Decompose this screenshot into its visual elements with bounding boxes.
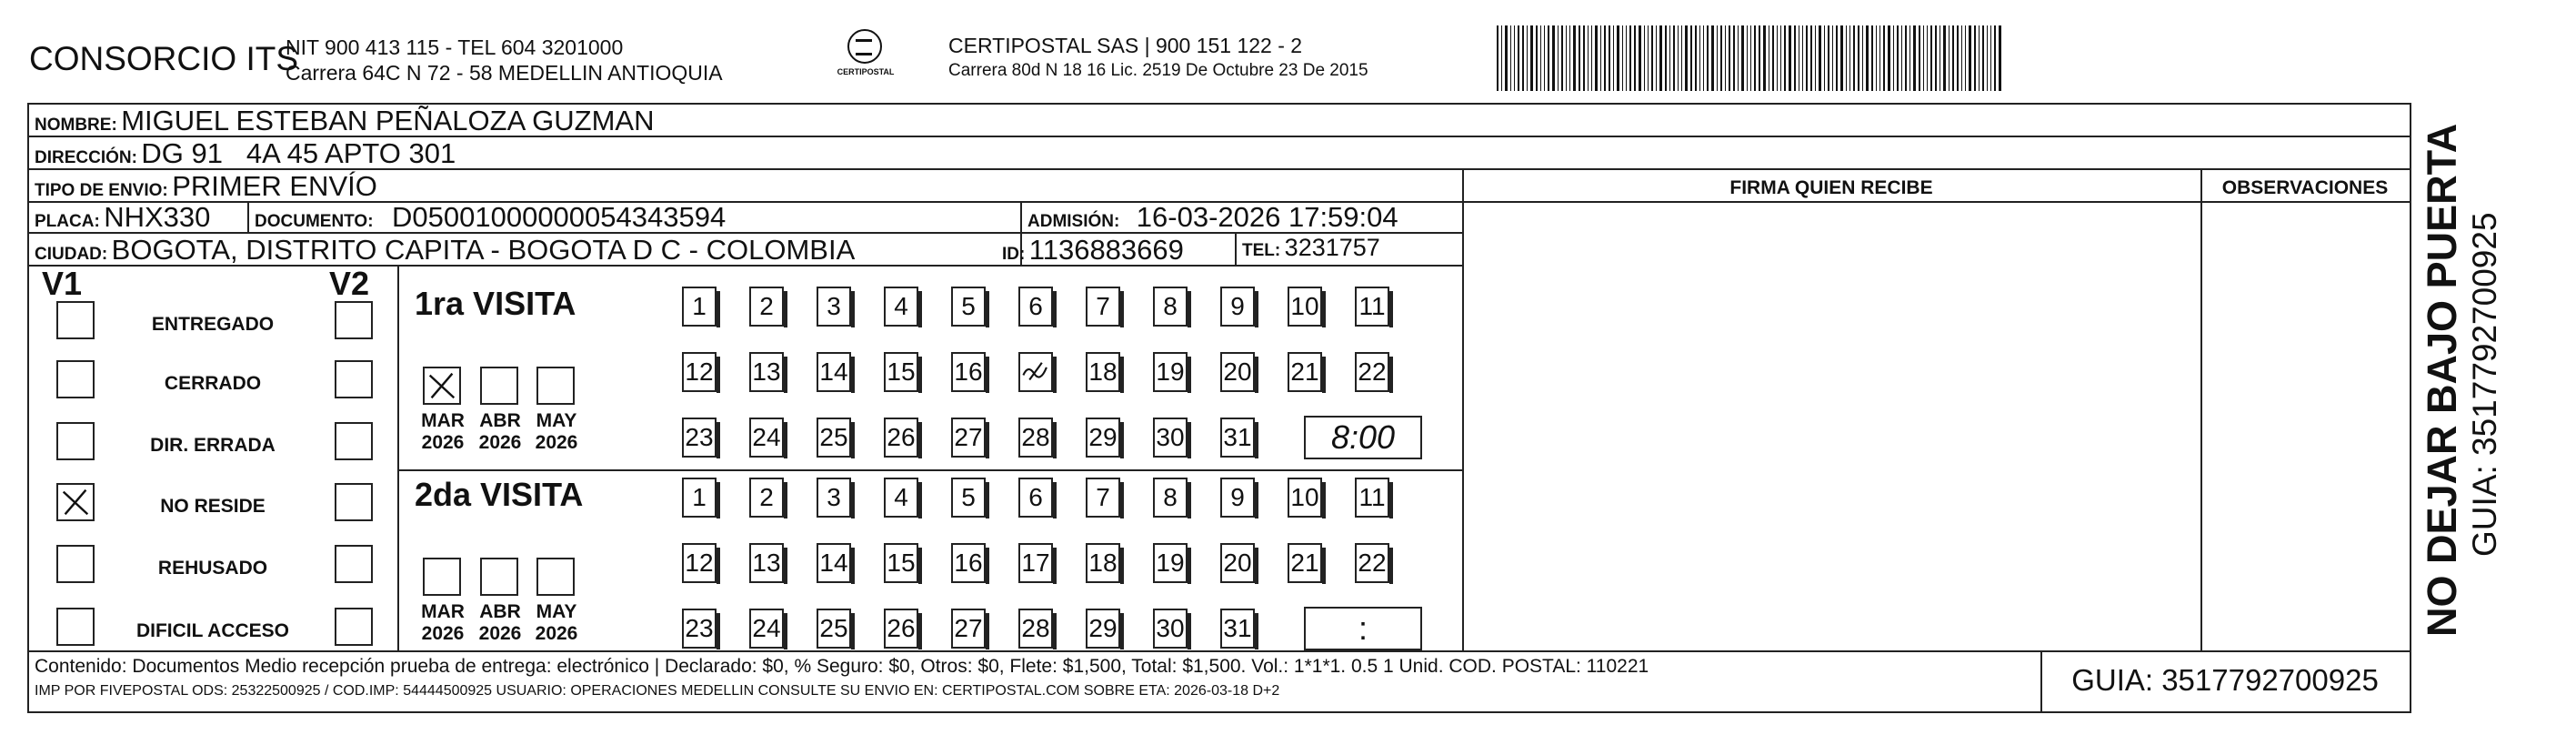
company-nit-block bbox=[286, 35, 723, 86]
visit1-day-box[interactable]: 8 bbox=[1153, 287, 1188, 327]
barcode-bar bbox=[1626, 25, 1627, 91]
visit1-day-box[interactable]: 10 bbox=[1288, 287, 1322, 327]
barcode-bar bbox=[1505, 25, 1508, 91]
visit2-day-box[interactable]: 17 bbox=[1018, 543, 1053, 583]
visit1-month-block bbox=[529, 410, 584, 454]
barcode-bar bbox=[1832, 25, 1833, 91]
placa-label: PLACA: bbox=[35, 212, 100, 231]
v2-checkbox-0[interactable] bbox=[335, 301, 373, 339]
visit1-title: 1ra VISITA bbox=[415, 285, 576, 322]
visit2-title: 2da VISITA bbox=[415, 476, 584, 513]
handwritten-mark-icon bbox=[1020, 354, 1051, 390]
barcode-bar bbox=[1725, 25, 1726, 91]
barcode-bar bbox=[1573, 25, 1576, 91]
visit1-day-box[interactable]: 21 bbox=[1288, 352, 1322, 392]
signature-area[interactable] bbox=[1464, 234, 2199, 649]
visit1-month-checkbox[interactable] bbox=[536, 367, 575, 405]
barcode-bar bbox=[1720, 25, 1722, 91]
visit1-day-box[interactable]: 7 bbox=[1086, 287, 1120, 327]
visit2-month-label: MAR bbox=[421, 601, 465, 622]
visit1-month-checkbox[interactable] bbox=[480, 367, 518, 405]
visit2-day-box[interactable]: 20 bbox=[1220, 543, 1255, 583]
barcode-bar bbox=[1501, 25, 1502, 91]
barcode-bar bbox=[1923, 25, 1924, 91]
visit1-time-box[interactable]: 8:00 bbox=[1304, 416, 1422, 459]
barcode-bar bbox=[1558, 25, 1559, 91]
logo-icon bbox=[847, 29, 882, 64]
barcode-bar bbox=[1644, 25, 1645, 91]
barcode-bar bbox=[1588, 25, 1589, 91]
barcode-bar bbox=[1656, 25, 1657, 91]
direccion-label: DIRECCIÓN: bbox=[35, 148, 137, 167]
barcode-bar bbox=[1707, 25, 1709, 91]
visit1-day-box[interactable]: 22 bbox=[1355, 352, 1389, 392]
observaciones-header: OBSERVACIONES bbox=[2221, 177, 2389, 198]
barcode-bar bbox=[1819, 25, 1821, 91]
visit2-day-box[interactable]: 9 bbox=[1220, 478, 1255, 518]
barcode-bar bbox=[1935, 25, 1937, 91]
nombre-field bbox=[35, 105, 654, 137]
visit1-day-box[interactable]: 11 bbox=[1355, 287, 1389, 327]
status-option-label: CERRADO bbox=[164, 373, 262, 394]
barcode-bar bbox=[1604, 25, 1606, 91]
visit2-day-box[interactable]: 27 bbox=[951, 609, 986, 649]
visit1-month-label: MAR bbox=[421, 410, 465, 431]
barcode-bar bbox=[1617, 25, 1619, 91]
visit1-year-label: 2026 bbox=[478, 432, 522, 453]
status-option-label: DIR. ERRADA bbox=[150, 435, 276, 456]
status-option-label: REHUSADO bbox=[157, 558, 268, 579]
admision-field bbox=[1027, 201, 1398, 234]
v1-checkbox-3[interactable] bbox=[56, 483, 95, 521]
side-warning: NO DEJAR BAJO PUERTA bbox=[2419, 123, 2465, 637]
id-label: ID: bbox=[1002, 245, 1026, 264]
barcode-bar bbox=[1651, 25, 1653, 91]
barcode-bar bbox=[1548, 25, 1549, 91]
barcode-bar bbox=[1750, 25, 1751, 91]
visit1-day-box[interactable]: 15 bbox=[884, 352, 918, 392]
visit1-day-box[interactable]: 25 bbox=[817, 418, 851, 458]
barcode-bar bbox=[1729, 25, 1730, 91]
side-guia: GUIA: 3517792700925 bbox=[2466, 212, 2503, 557]
barcode-bar bbox=[1840, 25, 1843, 91]
visit1-day-box[interactable]: 16 bbox=[951, 352, 986, 392]
visit1-day-box[interactable]: 9 bbox=[1220, 287, 1255, 327]
visit2-day-box[interactable]: 16 bbox=[951, 543, 986, 583]
direccion-field bbox=[35, 137, 456, 170]
certipostal-license: Carrera 80d N 18 16 Lic. 2519 De Octubre 23 De 2015 bbox=[948, 61, 1368, 80]
visit2-day-box[interactable]: 29 bbox=[1086, 609, 1120, 649]
visit2-day-box[interactable]: 28 bbox=[1018, 609, 1053, 649]
visit2-day-box[interactable]: 21 bbox=[1288, 543, 1322, 583]
barcode bbox=[1497, 25, 2224, 91]
ciudad-field bbox=[35, 234, 855, 267]
barcode-bar bbox=[1536, 25, 1538, 91]
visit2-day-box[interactable]: 5 bbox=[951, 478, 986, 518]
documento-value: D05001000000054343594 bbox=[392, 201, 727, 233]
barcode-bar bbox=[1583, 25, 1585, 91]
barcode-bar bbox=[1678, 25, 1679, 91]
barcode-bar bbox=[1639, 25, 1641, 91]
barcode-bar bbox=[1522, 25, 1524, 91]
placa-field bbox=[35, 201, 210, 234]
barcode-bar bbox=[1883, 25, 1885, 91]
visit2-day-box[interactable]: 15 bbox=[884, 543, 918, 583]
visit1-day-box[interactable]: 5 bbox=[951, 287, 986, 327]
visit1-day-box[interactable]: 13 bbox=[749, 352, 784, 392]
barcode-bar bbox=[1952, 25, 1954, 91]
v2-header: V2 bbox=[329, 265, 370, 302]
barcode-bar bbox=[1836, 25, 1838, 91]
v2-checkbox-1[interactable] bbox=[335, 360, 373, 398]
visit2-month-checkbox[interactable] bbox=[423, 558, 461, 596]
visit1-day-box[interactable]: 30 bbox=[1153, 418, 1188, 458]
barcode-bar bbox=[1909, 25, 1910, 91]
barcode-bar bbox=[1741, 25, 1744, 91]
barcode-bar bbox=[1579, 25, 1580, 91]
visit2-year-label: 2026 bbox=[535, 623, 578, 644]
barcode-bar bbox=[1634, 25, 1636, 91]
v1-checkbox-5[interactable] bbox=[56, 608, 95, 646]
visit2-day-box[interactable]: 19 bbox=[1153, 543, 1188, 583]
barcode-bar bbox=[1754, 25, 1756, 91]
visit2-day-box[interactable]: 4 bbox=[884, 478, 918, 518]
barcode-bar bbox=[1888, 25, 1890, 91]
handwritten-mark-icon bbox=[58, 485, 93, 519]
barcode-bar bbox=[1815, 25, 1816, 91]
barcode-bar bbox=[1510, 25, 1511, 91]
barcode-bar bbox=[1862, 25, 1863, 91]
visit1-day-box[interactable]: 14 bbox=[817, 352, 851, 392]
barcode-bar bbox=[1853, 25, 1855, 91]
visit1-day-box[interactable]: 18 bbox=[1086, 352, 1120, 392]
barcode-bar bbox=[1901, 25, 1902, 91]
visit2-day-box[interactable]: 6 bbox=[1018, 478, 1053, 518]
admision-value: 16-03-2026 17:59:04 bbox=[1136, 201, 1398, 233]
visit2-year-label: 2026 bbox=[478, 623, 522, 644]
visit2-day-box[interactable]: 2 bbox=[749, 478, 784, 518]
barcode-bar bbox=[1849, 25, 1850, 91]
barcode-bar bbox=[1699, 25, 1700, 91]
v1-checkbox-2[interactable] bbox=[56, 422, 95, 460]
tel-field bbox=[1242, 234, 1380, 262]
barcode-bar bbox=[1987, 25, 1988, 91]
barcode-bar bbox=[1690, 25, 1692, 91]
barcode-bar bbox=[1979, 25, 1980, 91]
direccion-value: DG 91 4A 45 APTO 301 bbox=[141, 137, 456, 169]
barcode-bar bbox=[1789, 25, 1791, 91]
certipostal-logo bbox=[829, 29, 902, 86]
status-option-label: ENTREGADO bbox=[151, 314, 275, 335]
visit1-day-box[interactable]: 4 bbox=[884, 287, 918, 327]
id-field bbox=[1002, 234, 1184, 267]
visit2-day-box[interactable]: 22 bbox=[1355, 543, 1389, 583]
visit2-time-box[interactable]: : bbox=[1304, 607, 1422, 650]
barcode-bar bbox=[1622, 25, 1623, 91]
barcode-bar bbox=[1919, 25, 1920, 91]
visit2-day-box[interactable]: 11 bbox=[1355, 478, 1389, 518]
barcode-bar bbox=[1569, 25, 1570, 91]
barcode-bar bbox=[1540, 25, 1541, 91]
visit1-day-box[interactable]: 23 bbox=[682, 418, 717, 458]
visit1-month-block bbox=[416, 410, 470, 454]
barcode-bar bbox=[1866, 25, 1869, 91]
barcode-bar bbox=[1943, 25, 1946, 91]
barcode-bar bbox=[1717, 25, 1718, 91]
barcode-bar bbox=[1930, 25, 1932, 91]
barcode-bar bbox=[1806, 25, 1808, 91]
logo-text: CERTIPOSTAL bbox=[837, 67, 895, 76]
barcode-bar bbox=[1965, 25, 1966, 91]
barcode-bar bbox=[1497, 25, 1498, 91]
visit1-year-label: 2026 bbox=[421, 432, 465, 453]
barcode-bar bbox=[1794, 25, 1796, 91]
barcode-bar bbox=[1913, 25, 1916, 91]
visit2-day-box[interactable]: 7 bbox=[1086, 478, 1120, 518]
barcode-bar bbox=[1961, 25, 1962, 91]
barcode-bar bbox=[1846, 25, 1847, 91]
visit1-month-block bbox=[473, 410, 527, 454]
v2-checkbox-3[interactable] bbox=[335, 483, 373, 521]
barcode-bar bbox=[1665, 25, 1667, 91]
visit2-month-checkbox[interactable] bbox=[536, 558, 575, 596]
barcode-bar bbox=[1685, 25, 1688, 91]
visit1-day-box[interactable]: 24 bbox=[749, 418, 784, 458]
barcode-bar bbox=[1784, 25, 1786, 91]
visit2-day-box[interactable]: 18 bbox=[1086, 543, 1120, 583]
v2-checkbox-5[interactable] bbox=[335, 608, 373, 646]
visit2-day-box[interactable]: 26 bbox=[884, 609, 918, 649]
barcode-bar bbox=[1893, 25, 1894, 91]
visit2-month-block bbox=[416, 601, 470, 645]
visit1-day-box[interactable]: 1 bbox=[682, 287, 717, 327]
admision-label: ADMISIÓN: bbox=[1027, 212, 1120, 231]
v1-checkbox-4[interactable] bbox=[56, 545, 95, 583]
barcode-bar bbox=[1876, 25, 1877, 91]
barcode-bar bbox=[1763, 25, 1766, 91]
visit1-day-box[interactable]: 29 bbox=[1086, 418, 1120, 458]
barcode-bar bbox=[1982, 25, 1984, 91]
visit1-month-label: ABR bbox=[479, 410, 521, 431]
barcode-bar bbox=[1772, 25, 1774, 91]
tipo-envio-label: TIPO DE ENVIO: bbox=[35, 181, 168, 200]
barcode-bar bbox=[1600, 25, 1601, 91]
barcode-bar bbox=[1957, 25, 1959, 91]
barcode-bar bbox=[1780, 25, 1781, 91]
v2-checkbox-4[interactable] bbox=[335, 545, 373, 583]
visit2-day-box[interactable]: 23 bbox=[682, 609, 717, 649]
visit1-day-box[interactable]: 2 bbox=[749, 287, 784, 327]
barcode-bar bbox=[1629, 25, 1631, 91]
barcode-bar bbox=[1858, 25, 1859, 91]
footer-imp-line: IMP POR FIVEPOSTAL ODS: 25322500925 / COD.IMP: 54444500925 USUARIO: OPERACIONES MEDELLIN CONSULTE SU ENVIO EN: CERTIPOSTAL.COM SOBRE ETA: 2026-03-18 D+2 bbox=[35, 683, 1280, 699]
barcode-bar bbox=[1969, 25, 1971, 91]
visit1-month-label: MAY bbox=[536, 410, 577, 431]
visit1-day-box[interactable]: 27 bbox=[951, 418, 986, 458]
barcode-bar bbox=[1703, 25, 1704, 91]
delivery-form bbox=[27, 103, 2411, 713]
barcode-bar bbox=[1810, 25, 1812, 91]
tipo-envio-value: PRIMER ENVÍO bbox=[172, 170, 377, 202]
certipostal-nit: CERTIPOSTAL SAS | 900 151 122 - 2 bbox=[948, 34, 1303, 57]
documento-label: DOCUMENTO: bbox=[255, 212, 374, 231]
barcode-bar bbox=[1927, 25, 1928, 91]
documento-field bbox=[255, 201, 726, 234]
visit2-day-box[interactable]: 12 bbox=[682, 543, 717, 583]
barcode-bar bbox=[1824, 25, 1825, 91]
barcode-bar bbox=[1552, 25, 1555, 91]
address-line: Carrera 64C N 72 - 58 MEDELLIN ANTIOQUIA bbox=[286, 61, 723, 85]
visit2-day-box[interactable]: 30 bbox=[1153, 609, 1188, 649]
visit1-year-label: 2026 bbox=[535, 432, 578, 453]
barcode-bar bbox=[1738, 25, 1739, 91]
certipostal-info bbox=[948, 33, 1368, 84]
visit1-day-box[interactable] bbox=[1018, 352, 1053, 392]
barcode-bar bbox=[1733, 25, 1735, 91]
barcode-bar bbox=[1905, 25, 1907, 91]
visit1-month-checkbox[interactable] bbox=[423, 367, 461, 405]
barcode-bar bbox=[1974, 25, 1976, 91]
barcode-bar bbox=[1566, 25, 1567, 91]
barcode-bar bbox=[1669, 25, 1670, 91]
barcode-bar bbox=[1777, 25, 1778, 91]
barcode-bar bbox=[1673, 25, 1675, 91]
barcode-bar bbox=[1595, 25, 1598, 91]
visit1-day-box[interactable]: 19 bbox=[1153, 352, 1188, 392]
v2-checkbox-2[interactable] bbox=[335, 422, 373, 460]
visit2-day-box[interactable]: 31 bbox=[1220, 609, 1255, 649]
status-option-label: DIFICIL ACCESO bbox=[135, 620, 289, 641]
barcode-bar bbox=[1871, 25, 1873, 91]
barcode-bar bbox=[1828, 25, 1829, 91]
visit1-day-box[interactable]: 6 bbox=[1018, 287, 1053, 327]
nit-line: NIT 900 413 115 - TEL 604 3201000 bbox=[286, 35, 624, 59]
barcode-bar bbox=[1591, 25, 1592, 91]
barcode-bar bbox=[1802, 25, 1803, 91]
v1-checkbox-1[interactable] bbox=[56, 360, 95, 398]
visit2-day-box[interactable]: 3 bbox=[817, 478, 851, 518]
observations-area[interactable] bbox=[2202, 234, 2408, 649]
id-value: 1136883669 bbox=[1028, 234, 1184, 266]
barcode-bar bbox=[1999, 25, 2001, 91]
v1-header: V1 bbox=[42, 265, 83, 302]
barcode-bar bbox=[1759, 25, 1760, 91]
nombre-value: MIGUEL ESTEBAN PEÑALOZA GUZMAN bbox=[121, 105, 655, 136]
barcode-bar bbox=[1897, 25, 1899, 91]
visit1-day-box[interactable]: 20 bbox=[1220, 352, 1255, 392]
barcode-bar bbox=[1879, 25, 1880, 91]
visit2-day-box[interactable]: 1 bbox=[682, 478, 717, 518]
barcode-bar bbox=[1681, 25, 1682, 91]
ciudad-value: BOGOTA, DISTRITO CAPITA - BOGOTA D C - COLOMBIA bbox=[111, 234, 856, 266]
visit1-day-box[interactable]: 3 bbox=[817, 287, 851, 327]
visit2-day-box[interactable]: 25 bbox=[817, 609, 851, 649]
barcode-bar bbox=[1544, 25, 1545, 91]
visit2-day-box[interactable]: 14 bbox=[817, 543, 851, 583]
visit1-day-box[interactable]: 28 bbox=[1018, 418, 1053, 458]
firma-header: FIRMA QUIEN RECIBE bbox=[1729, 177, 1933, 198]
barcode-bar bbox=[1613, 25, 1614, 91]
visit2-year-label: 2026 bbox=[421, 623, 465, 644]
tel-label: TEL: bbox=[1242, 241, 1281, 260]
barcode-bar bbox=[1609, 25, 1610, 91]
visit2-month-block bbox=[529, 601, 584, 645]
visit1-day-box[interactable]: 12 bbox=[682, 352, 717, 392]
nombre-label: NOMBRE: bbox=[35, 116, 117, 135]
ciudad-label: CIUDAD: bbox=[35, 245, 108, 264]
visit2-day-box[interactable]: 8 bbox=[1153, 478, 1188, 518]
footer-guia: GUIA: 3517792700925 bbox=[2071, 663, 2379, 697]
visit2-month-block bbox=[473, 601, 527, 645]
barcode-bar bbox=[1527, 25, 1528, 91]
v1-checkbox-0[interactable] bbox=[56, 301, 95, 339]
barcode-bar bbox=[1530, 25, 1533, 91]
visit2-day-box[interactable]: 24 bbox=[749, 609, 784, 649]
barcode-bar bbox=[1994, 25, 1996, 91]
company-name: CONSORCIO ITS bbox=[29, 40, 299, 77]
tel-value: 3231757 bbox=[1284, 234, 1380, 261]
visit2-day-box[interactable]: 13 bbox=[749, 543, 784, 583]
visit2-month-label: ABR bbox=[479, 601, 521, 622]
barcode-bar bbox=[1711, 25, 1714, 91]
barcode-bar bbox=[1518, 25, 1519, 91]
barcode-bar bbox=[1561, 25, 1563, 91]
footer-content-line: Contenido: Documentos Medio recepción prueba de entrega: electrónico | Declarado: $0, % Seguro: $0, Otros: $0, Flete: $1,500, Total: $1,500. Vol.: 1*1*1. 0.5 1 Unid. COD. POSTAL: 110221 bbox=[35, 656, 1649, 677]
barcode-bar bbox=[1695, 25, 1697, 91]
placa-value: NHX330 bbox=[104, 201, 211, 233]
visit2-day-box[interactable]: 10 bbox=[1288, 478, 1322, 518]
visit2-month-checkbox[interactable] bbox=[480, 558, 518, 596]
barcode-bar bbox=[1949, 25, 1950, 91]
visit1-day-box[interactable]: 26 bbox=[884, 418, 918, 458]
handwritten-mark-icon bbox=[425, 368, 459, 403]
barcode-bar bbox=[1659, 25, 1662, 91]
status-option-label: NO RESIDE bbox=[160, 496, 266, 517]
visit1-day-box[interactable]: 31 bbox=[1220, 418, 1255, 458]
barcode-bar bbox=[1747, 25, 1748, 91]
visit2-month-label: MAY bbox=[536, 601, 577, 622]
tipo-envio-field bbox=[35, 170, 377, 203]
barcode-bar bbox=[1648, 25, 1649, 91]
barcode-bar bbox=[1514, 25, 1515, 91]
barcode-bar bbox=[1990, 25, 1991, 91]
